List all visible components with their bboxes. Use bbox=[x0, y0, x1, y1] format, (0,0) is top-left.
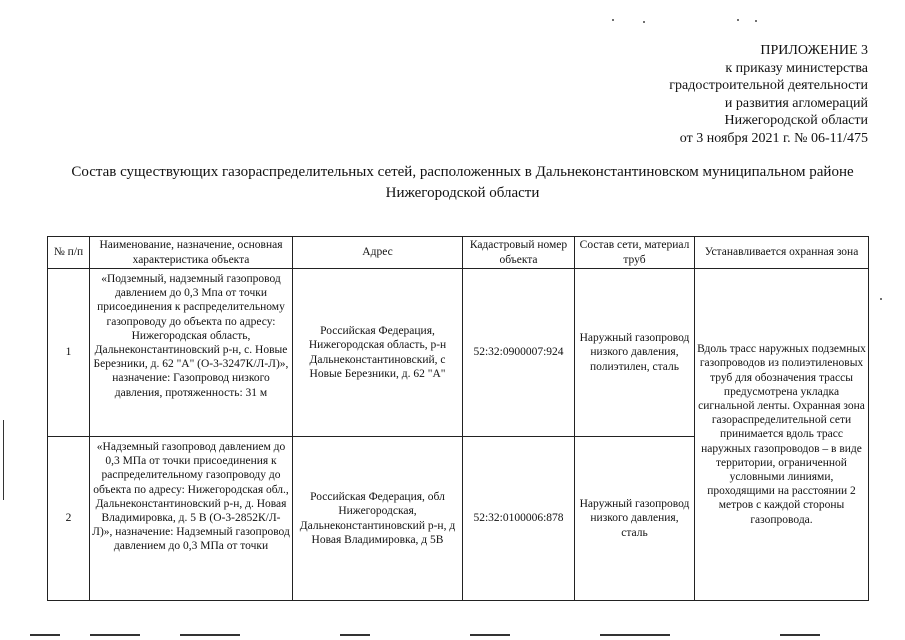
cell-protection-zone: Вдоль трасс наружных подземных газопроводов из полиэтиленовых труб для обозначения трассы предусмотрена укладка сигнальной ленты. Охранная зона газораспределительной сети принимается вдоль трасс наружных газопроводов – в виде территории, ограниченной условными линиями, проходящими на расстоянии 2 метров с каждой стороны газопровода. bbox=[695, 269, 869, 601]
cell-network: Наружный газопровод низкого давления, полиэтилен, сталь bbox=[575, 269, 695, 437]
table-row bbox=[48, 269, 869, 437]
scan-edge-mark bbox=[780, 634, 820, 636]
scan-edge-mark bbox=[470, 634, 510, 636]
scan-speck bbox=[612, 19, 614, 21]
scan-edge-mark bbox=[600, 634, 670, 636]
title-line: Нижегородской области bbox=[385, 185, 540, 201]
appendix-title: ПРИЛОЖЕНИЕ 3 bbox=[760, 43, 868, 58]
cell-address: Российская Федерация, обл Нижегородская, Дальнеконстантиновский р-н, д Новая Владимировка, д 5В bbox=[293, 437, 463, 601]
header-zone: Устанавливается охранная зона bbox=[695, 237, 869, 269]
appendix-line: Нижегородской области bbox=[724, 113, 868, 128]
header-cadastral: Кадастровый номер объекта bbox=[463, 237, 575, 269]
appendix-line: и развития агломераций bbox=[724, 95, 868, 111]
scan-edge-mark bbox=[340, 634, 370, 636]
header-num: № п/п bbox=[48, 237, 90, 269]
table-header-row bbox=[48, 237, 869, 269]
scan-speck bbox=[737, 19, 739, 21]
appendix-order-date: от 3 ноября 2021 г. № 06-11/475 bbox=[679, 130, 868, 146]
scan-edge-mark bbox=[30, 634, 60, 636]
title-line: Состав существующих газораспределительных сетей, расположенных в Дальнеконстантиновском муниципальном районе bbox=[71, 164, 854, 180]
gas-network-table bbox=[47, 236, 869, 601]
header-name: Наименование, назначение, основная характеристика объекта bbox=[90, 237, 293, 269]
cell-cadastral: 52:32:0100006:878 bbox=[463, 437, 575, 601]
scan-speck bbox=[880, 298, 882, 300]
header-address: Адрес bbox=[293, 237, 463, 269]
scan-edge-mark bbox=[90, 634, 140, 636]
cell-network: Наружный газопровод низкого давления, сталь bbox=[575, 437, 695, 601]
cell-num: 2 bbox=[48, 437, 90, 601]
appendix-line: градостроительной деятельности bbox=[669, 78, 868, 93]
scan-speck bbox=[755, 20, 757, 22]
cell-name: «Подземный, надземный газопровод давлением до 0,3 Мпа от точки присоединения к распределительному газопроводу до объекта по адресу: Нижегородская область, Дальнеконстантиновский р-н, с. Новые Березники, д. 62 "А" (О-3-3247К/Л-Л)», назначение: Газопровод низкого давления, протяженность: 31 м bbox=[90, 269, 293, 437]
cell-num: 1 bbox=[48, 269, 90, 437]
cell-address: Российская Федерация, Нижегородская область, р-н Дальнеконстантиновский, с Новые Березники, д. 62 "А" bbox=[293, 269, 463, 437]
scan-edge-line bbox=[3, 420, 4, 500]
cell-cadastral: 52:32:0900007:924 bbox=[463, 269, 575, 437]
scan-speck bbox=[643, 21, 645, 23]
appendix-line: к приказу министерства bbox=[725, 60, 868, 76]
header-network: Состав сети, материал труб bbox=[575, 237, 695, 269]
appendix-header bbox=[669, 42, 868, 147]
document-title bbox=[40, 162, 885, 204]
scan-edge-mark bbox=[180, 634, 240, 636]
cell-name: «Надземный газопровод давлением до 0,3 МПа от точки присоединения к распределительному газопроводу до объекта по адресу: Нижегородская обл., Дальнеконстантиновский р-н, д. Новая Владимировка, д. 5 В (О-3-2852К/Л-Л)», назначение: Надземный газопровод давлением до 0,3 МПа от точки bbox=[90, 437, 293, 601]
